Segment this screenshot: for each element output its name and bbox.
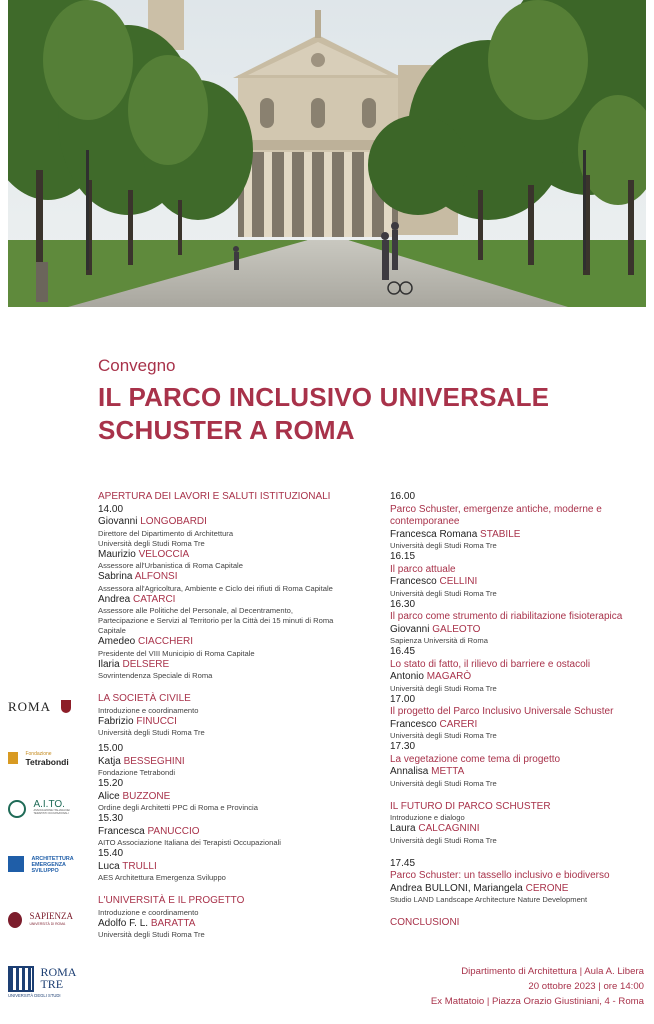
session-time: 17.45 (390, 857, 416, 869)
footer-date: 20 ottobre 2023 | ore 14:00 (528, 981, 644, 992)
session-time: 15.40 (98, 848, 124, 859)
speaker-first-name: Giovanni (390, 623, 430, 635)
aito-logo (8, 800, 88, 822)
roma-tre-line-2: TRE (40, 977, 64, 991)
speaker-surname: CERONE (525, 882, 569, 894)
speaker-first-name: Katja (98, 755, 121, 767)
speaker-first-name: Maurizio (98, 548, 136, 560)
speaker-name (98, 861, 380, 874)
speaker-surname: CARERI (439, 718, 478, 730)
speaker-name (98, 636, 380, 649)
session-time: 15.30 (98, 813, 124, 824)
speaker-first-name: Ilaria (98, 658, 120, 670)
talk-title: Il parco come strumento di riabilitazione fisioterapica (390, 611, 623, 622)
title-line-1: IL PARCO INCLUSIVO UNIVERSALE (98, 382, 550, 412)
speaker-surname: VELOCCIA (138, 548, 190, 560)
speaker-affiliation: AITO Associazione Italiana dei Terapisti Occupazionali (98, 838, 281, 847)
speaker-name (390, 529, 652, 542)
speaker-surname: CELLINI (439, 576, 478, 587)
tetrabondi-icon (8, 752, 18, 764)
speaker-surname: MAGARÒ (426, 671, 472, 682)
section-subtitle: Introduzione e dialogo (390, 813, 465, 822)
speaker-name (390, 624, 652, 637)
speaker-first-name: Adolfo F. L. (98, 917, 149, 929)
sapienza-text: SAPIENZA (29, 911, 73, 921)
section-heading: IL FUTURO DI PARCO SCHUSTER (390, 800, 551, 812)
speaker-name (390, 883, 652, 896)
talk-title: contemporanee (390, 516, 460, 527)
roma-tre-line-1: ROMA (40, 965, 77, 979)
speaker-first-name: Andrea (98, 593, 131, 605)
session-time: 17.30 (390, 741, 416, 752)
speaker-affiliation: Presidente del VIII Municipio di Roma Capitale (98, 648, 255, 658)
speaker-affiliation: Università degli Studi Roma Tre (390, 588, 497, 598)
aes-logo (8, 856, 88, 880)
speaker-affiliation: Fondazione Tetrabondi (98, 768, 176, 777)
speaker-name (98, 594, 380, 607)
aes-icon (8, 856, 24, 872)
session-time: 15.00 (98, 743, 124, 754)
talk-title: Il progetto del Parco Inclusivo Universale Schuster (390, 706, 614, 717)
speaker-first-name: Annalisa (390, 766, 429, 777)
speaker-name (98, 918, 380, 931)
footer-venue: Dipartimento di Architettura | Aula A. Libera (461, 966, 644, 977)
event-type: Convegno (98, 356, 176, 375)
speaker-affiliation: Università degli Studi Roma Tre (390, 541, 497, 550)
aito-circle-icon (8, 800, 26, 818)
speaker-affiliation: Partecipazione e Servizi al Territorio per la Città dei 15 minuti di Roma (98, 616, 334, 625)
program-column-right (390, 491, 652, 930)
footer-address: Ex Mattatoio | Piazza Orazio Giustiniani, 4 - Roma (430, 996, 644, 1007)
talk-title: Lo stato di fatto, il rilievo di barriere e ostacoli (390, 658, 591, 670)
hero-photo (8, 0, 646, 307)
talk-title: Il parco attuale (390, 563, 456, 575)
title-line-2: SCHUSTER A ROMA (98, 415, 355, 445)
speaker-surname: GALEOTO (432, 623, 481, 635)
roma-tre-logo (8, 966, 88, 1002)
speaker-affiliation: Università degli Studi Roma Tre (390, 683, 497, 693)
event-footer (431, 964, 644, 1009)
sapienza-logo (8, 912, 88, 934)
section-heading: APERTURA DEI LAVORI E SALUTI ISTITUZIONALI (98, 491, 331, 502)
speaker-surname: CATARCI (133, 593, 176, 605)
speaker-affiliation: Università degli Studi Roma Tre (98, 728, 205, 737)
speaker-name (98, 826, 380, 839)
speaker-surname: TRULLI (122, 860, 157, 872)
roma-logo-text: ROMA (8, 699, 52, 714)
aes-line-1: ARCHITETTURA (31, 856, 74, 862)
speaker-name (98, 571, 380, 584)
speaker-first-name: Francesco (390, 576, 437, 587)
spacer (98, 883, 380, 895)
tetrabondi-logo (8, 750, 88, 770)
speaker-first-name: Francesca (98, 825, 145, 837)
speaker-surname: PANUCCIO (147, 825, 200, 837)
session-time: 16.15 (390, 551, 416, 562)
speaker-affiliation: Direttore del Dipartimento di Architettura (98, 528, 234, 538)
speaker-name (390, 719, 652, 732)
speaker-first-name: Luca (98, 860, 120, 872)
roma-capitale-logo (8, 698, 88, 718)
speaker-surname: LONGOBARDI (140, 516, 207, 527)
speaker-first-name: Antonio (390, 671, 424, 682)
spacer (390, 905, 652, 917)
section-heading: L'UNIVERSITÀ E IL PROGETTO (98, 895, 245, 906)
roma-tre-icon (8, 966, 34, 992)
speaker-surname: CALCAGNINI (418, 823, 480, 834)
speaker-affiliation: Capitale (98, 626, 126, 635)
speaker-surname: DELSERE (122, 658, 170, 670)
aes-line-2: EMERGENZA (31, 862, 66, 868)
section-subtitle: Introduzione e coordinamento (98, 705, 199, 715)
speaker-affiliation: Sovrintendenza Speciale di Roma (98, 671, 213, 680)
speaker-surname: ALFONSI (134, 571, 178, 582)
speaker-first-name: Fabrizio (98, 715, 134, 727)
speaker-first-name: Andrea BULLONI, Mariangela (390, 882, 523, 894)
aes-line-3: SVILUPPO (31, 868, 59, 874)
speaker-name (98, 716, 380, 729)
speaker-name (390, 576, 652, 589)
speaker-affiliation: Università degli Studi Roma Tre (390, 835, 497, 845)
speaker-first-name: Alice (98, 790, 120, 802)
session-time: 16.30 (390, 598, 416, 610)
talk-title: La vegetazione come tema di progetto (390, 753, 561, 765)
speaker-affiliation: Università degli Studi Roma Tre (98, 538, 205, 548)
speaker-affiliation: Ordine degli Architetti PPC di Roma e Provincia (98, 803, 258, 812)
aito-small-text: ASSOCIAZIONE ITALIANA DEI TERAPISTI OCCUPAZIONALI (33, 809, 70, 815)
speaker-name (98, 791, 380, 804)
talk-title: Parco Schuster, emergenze antiche, moderne e (390, 503, 602, 515)
speaker-surname: STABILE (480, 528, 521, 540)
speaker-name (98, 659, 380, 672)
roma-tre-small-text: UNIVERSITÀ DEGLI STUDI (8, 993, 61, 998)
spacer (390, 789, 652, 801)
section-heading: LA SOCIETÀ CIVILE (98, 693, 191, 704)
spacer (390, 846, 652, 858)
section-subtitle: Introduzione e coordinamento (98, 907, 199, 917)
speaker-name (98, 549, 380, 562)
speaker-affiliation: Università degli Studi Roma Tre (390, 778, 497, 788)
tetrabondi-text: Tetrabondi (25, 757, 69, 767)
speaker-first-name: Giovanni (98, 516, 138, 527)
session-time: 16.45 (390, 646, 416, 657)
sapienza-seal-icon (8, 912, 22, 928)
speaker-surname: BUZZONE (122, 790, 171, 802)
section-heading: CONCLUSIONI (390, 917, 460, 928)
tetrabondi-small-text: Fondazione (25, 751, 52, 757)
roma-shield-icon (61, 700, 71, 713)
speaker-name (390, 671, 652, 684)
speaker-surname: CIACCHERI (138, 636, 194, 647)
session-time: 14.00 (98, 503, 124, 515)
speaker-name (98, 756, 380, 769)
speaker-affiliation: Studio LAND Landscape Architecture Nature Development (390, 895, 588, 904)
session-time: 17.00 (390, 693, 416, 705)
spacer (98, 681, 380, 693)
speaker-surname: FINUCCI (136, 715, 177, 727)
speaker-first-name: Laura (390, 823, 416, 834)
talk-title: Parco Schuster: un tassello inclusivo e biodiverso (390, 870, 610, 881)
basilica-park-image (8, 0, 646, 307)
speaker-affiliation: AES Architettura Emergenza Sviluppo (98, 873, 226, 882)
speaker-affiliation: Università degli Studi Roma Tre (390, 731, 497, 740)
aito-text: A.I.TO. (33, 799, 65, 810)
speaker-name (98, 516, 380, 529)
speaker-affiliation: Assessora all'Agricoltura, Ambiente e Ciclo dei rifiuti di Roma Capitale (98, 583, 333, 593)
speaker-affiliation: Assessore alle Politiche del Personale, al Decentramento, (98, 606, 294, 615)
speaker-affiliation: Università degli Studi Roma Tre (98, 930, 205, 939)
speaker-name (390, 766, 652, 779)
speaker-surname: BARATTA (150, 917, 196, 929)
speaker-affiliation: Assessore all'Urbanistica di Roma Capitale (98, 561, 243, 570)
sapienza-small-text: UNIVERSITÀ DI ROMA (29, 922, 66, 926)
speaker-name (390, 823, 652, 836)
speaker-first-name: Francesco (390, 718, 437, 730)
speaker-affiliation: Sapienza Università di Roma (390, 636, 488, 645)
speaker-surname: METTA (431, 766, 465, 777)
program-column-left (98, 491, 380, 940)
session-time: 15.20 (98, 778, 124, 789)
session-time: 16.00 (390, 491, 416, 502)
speaker-surname: BESSEGHINI (123, 755, 185, 767)
speaker-first-name: Francesca Romana (390, 528, 478, 540)
speaker-first-name: Amedeo (98, 636, 136, 647)
event-title (98, 381, 549, 447)
speaker-first-name: Sabrina (98, 571, 133, 582)
